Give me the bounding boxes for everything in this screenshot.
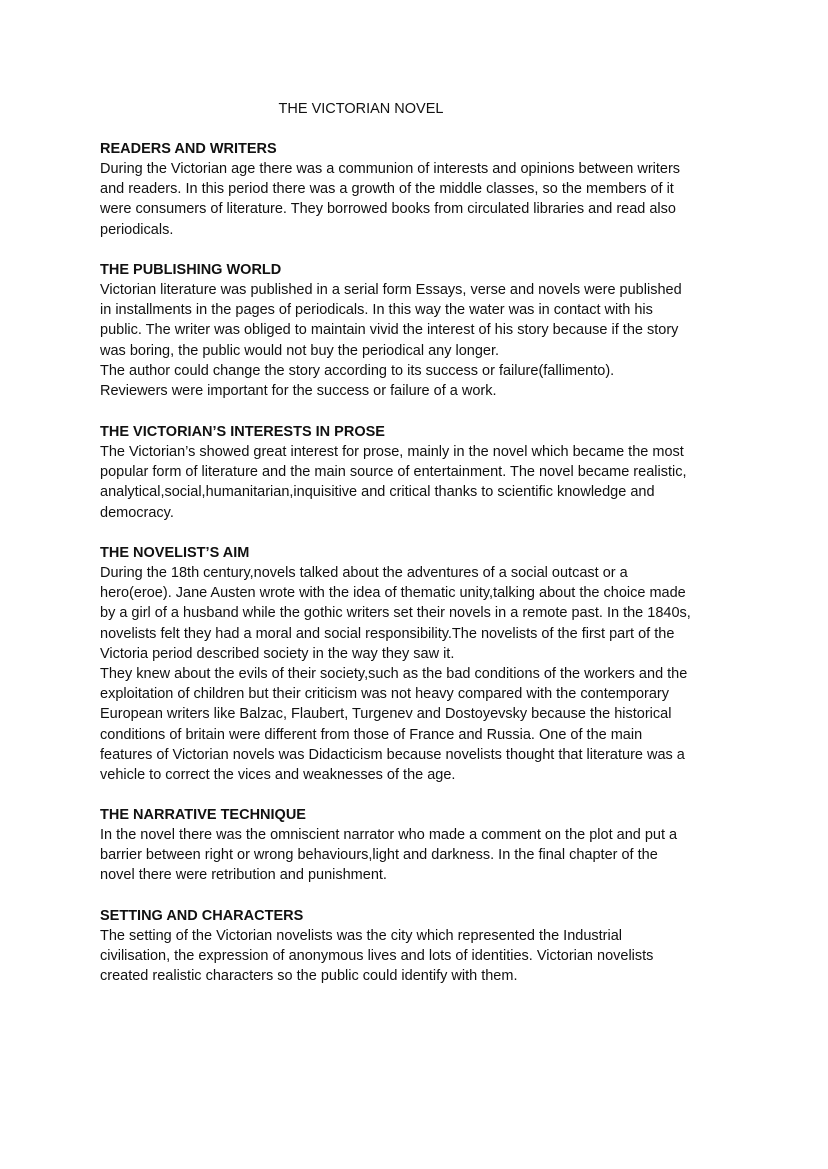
paragraph-line: was boring, the public would not buy the periodical any longer. (100, 342, 500, 359)
section-narrative-technique (100, 805, 740, 886)
paragraph-line: novel there were retribution and punishment. (100, 867, 387, 884)
document-title: THE VICTORIAN NOVEL (278, 101, 444, 117)
paragraph-line: analytical,social,humanitarian,inquisitive and critical thanks to scientific knowledge and (100, 484, 655, 501)
paragraph-line: Victoria period described society in the way they saw it. (100, 645, 455, 662)
paragraph-line: vehicle to correct the vices and weaknesses of the age. (100, 767, 456, 784)
paragraph-line: and readers. In this period there was a growth of the middle classes, so the members of it (100, 181, 674, 198)
paragraph-line: popular form of literature and the main source of entertainment. The novel became realistic, (100, 464, 687, 481)
section-heading: THE VICTORIAN’S INTERESTS IN PROSE (100, 424, 385, 440)
section-heading: THE NARRATIVE TECHNIQUE (100, 807, 306, 823)
paragraph-line: The author could change the story according to its success or failure(fallimento). (100, 362, 615, 379)
section-readers-and-writers (100, 139, 740, 240)
paragraph-line: civilisation, the expression of anonymous lives and lots of identities. Victorian novelists (100, 948, 654, 965)
section-heading: THE NOVELIST’S AIM (100, 545, 250, 561)
paragraph-line: They knew about the evils of their society,such as the bad conditions of the workers and the (100, 666, 688, 683)
section-heading: READERS AND WRITERS (100, 141, 277, 157)
paragraph-line: hero(eroe). Jane Austen wrote with the idea of thematic unity,talking about the choice made (100, 585, 686, 602)
paragraph-line: features of Victorian novels was Didacticism because novelists thought that literature was a (100, 746, 685, 763)
section-novelists-aim (100, 543, 740, 785)
paragraph-line: The Victorian’s showed great interest for prose, mainly in the novel which became the most (100, 444, 684, 460)
section-interests-in-prose (100, 422, 740, 523)
section-heading: THE PUBLISHING WORLD (100, 262, 282, 278)
section-publishing-world (100, 260, 740, 401)
section-heading: SETTING AND CHARACTERS (100, 908, 304, 924)
paragraph-line: were consumers of literature. They borrowed books from circulated libraries and read also (100, 201, 676, 218)
paragraph-line: During the 18th century,novels talked about the adventures of a social outcast or a (100, 565, 628, 581)
paragraph-line: The setting of the Victorian novelists was the city which represented the Industrial (100, 928, 623, 944)
paragraph-line: public. The writer was obliged to maintain vivid the interest of his story because if the story (100, 322, 679, 339)
paragraph-line: In the novel there was the omniscient narrator who made a comment on the plot and put a (100, 827, 678, 843)
paragraph-line: European writers like Balzac, Flaubert, Turgenev and Dostoyevsky because the historical (100, 706, 672, 723)
paragraph-line: Reviewers were important for the success or failure of a work. (100, 383, 497, 400)
paragraph-line: periodicals. (100, 221, 174, 238)
paragraph-line: Victorian literature was published in a serial form Essays, verse and novels were published (100, 282, 682, 298)
paragraph-line: democracy. (100, 504, 174, 521)
paragraph-line: by a girl of a husband while the gothic writers set their novels in a remote past. In the 1840s, (100, 605, 691, 622)
paragraph-line: barrier between right or wrong behaviours,light and darkness. In the final chapter of the (100, 847, 658, 864)
paragraph-line: exploitation of children but their criticism was not heavy compared with the contemporary (100, 686, 669, 703)
paragraph-line: During the Victorian age there was a communion of interests and opinions between writers (100, 161, 681, 177)
paragraph-line: conditions of britain were different from those of France and Russia. One of the main (100, 726, 643, 743)
paragraph-line: created realistic characters so the public could identify with them. (100, 968, 518, 985)
paragraph-line: novelists felt they had a moral and social responsibility.The novelists of the first part of the (100, 625, 675, 642)
section-setting-and-characters (100, 906, 740, 987)
paragraph-line: in installments in the pages of periodicals. In this way the water was in contact with his (100, 302, 653, 319)
